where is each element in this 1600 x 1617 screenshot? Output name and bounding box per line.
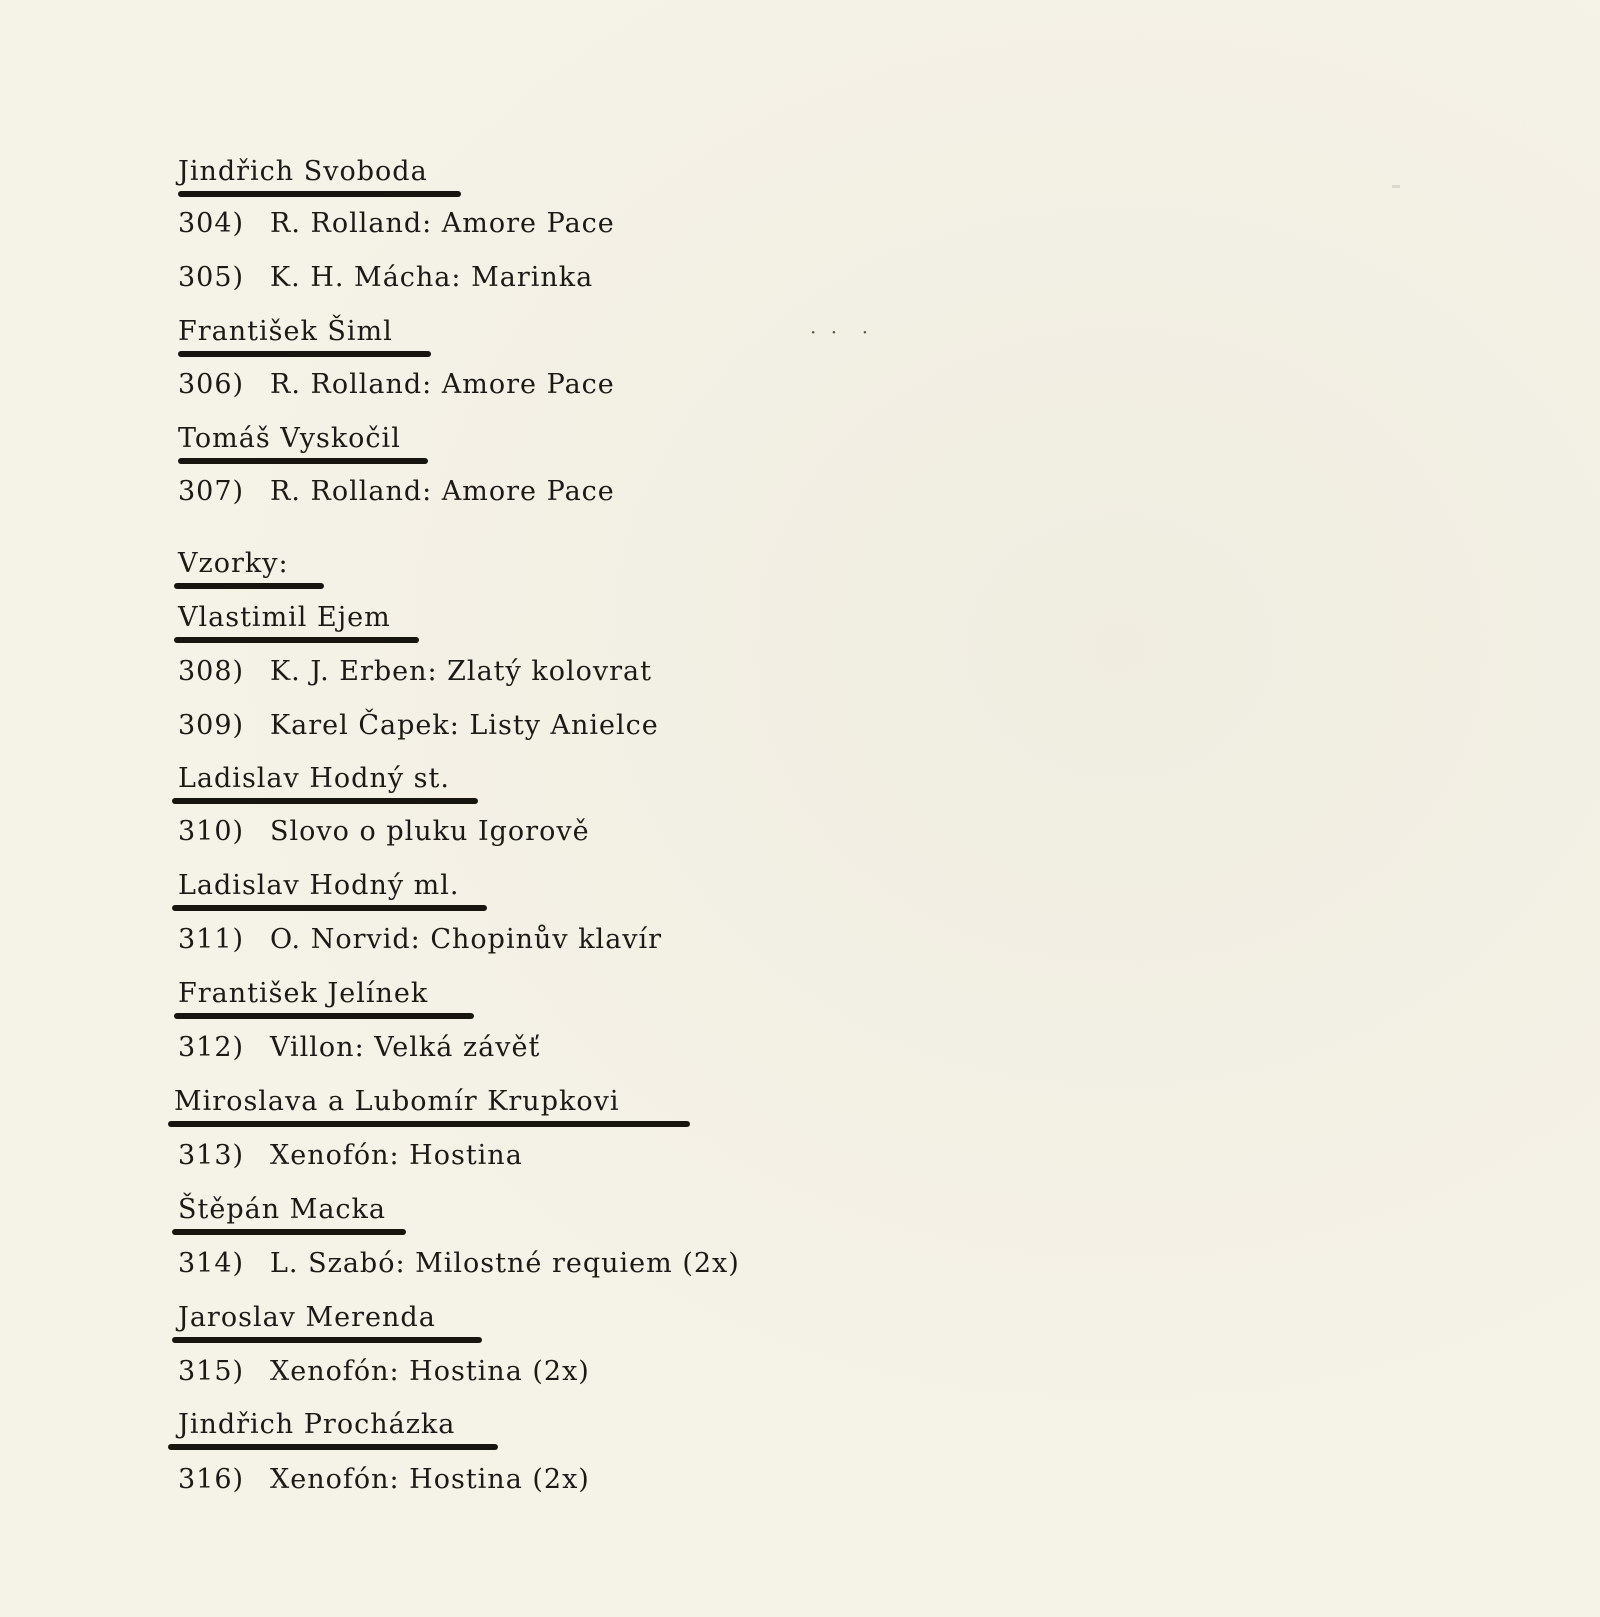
book-entry xyxy=(178,923,662,957)
book-entry xyxy=(178,475,615,509)
entry-title: Xenofón: Hostina (2x) xyxy=(270,1464,590,1495)
book-entry xyxy=(178,207,615,241)
heading-underline xyxy=(178,458,428,464)
entry-title: Karel Čapek: Listy Anielce xyxy=(270,710,659,741)
heading-underline xyxy=(178,191,461,197)
donor-heading: Štěpán Macka xyxy=(178,1194,387,1225)
section-heading-samples: Vzorky: xyxy=(178,548,289,579)
entry-number: 312) xyxy=(178,1032,245,1063)
donor-heading: Miroslava a Lubomír Krupkovi xyxy=(174,1086,620,1117)
book-entry xyxy=(178,1355,590,1389)
heading-underline xyxy=(172,1229,406,1235)
entry-number: 310) xyxy=(178,816,245,847)
entry-number: 305) xyxy=(178,262,245,293)
entry-title: K. J. Erben: Zlatý kolovrat xyxy=(270,656,652,687)
entry-number: 311) xyxy=(178,924,245,955)
entry-number: 309) xyxy=(178,710,245,741)
book-entry xyxy=(178,1031,540,1065)
heading-underline xyxy=(168,1121,690,1127)
heading-underline xyxy=(172,798,478,804)
book-entry xyxy=(178,655,652,689)
entry-title: R. Rolland: Amore Pace xyxy=(270,476,615,507)
donor-heading: Jindřich Procházka xyxy=(178,1409,456,1440)
reverse-side-bleedthrough xyxy=(840,130,1400,298)
entry-number: 307) xyxy=(178,476,245,507)
heading-underline xyxy=(174,1013,474,1019)
heading-underline xyxy=(174,637,419,643)
entry-number: 306) xyxy=(178,369,245,400)
book-entry xyxy=(178,1463,590,1497)
donor-heading: František Jelínek xyxy=(178,978,429,1009)
entry-title: Xenofón: Hostina (2x) xyxy=(270,1356,590,1387)
entry-title: Villon: Velká závěť xyxy=(270,1032,541,1063)
heading-underline xyxy=(172,905,487,911)
entry-title: L. Szabó: Milostné requiem (2x) xyxy=(270,1248,740,1279)
donor-heading: Jindřich Svoboda xyxy=(178,156,428,187)
entry-number: 314) xyxy=(178,1248,245,1279)
book-entry xyxy=(178,815,590,849)
donor-heading: Vlastimil Ejem xyxy=(178,602,391,633)
donor-heading: Jaroslav Merenda xyxy=(178,1302,436,1333)
heading-underline xyxy=(172,1337,482,1343)
book-entry xyxy=(178,261,593,295)
entry-title: O. Norvid: Chopinův klavír xyxy=(270,924,663,955)
entry-number: 304) xyxy=(178,208,245,239)
entry-number: 313) xyxy=(178,1140,245,1171)
donor-heading: František Šiml xyxy=(178,316,393,347)
entry-title: Slovo o pluku Igorově xyxy=(270,816,590,847)
entry-title: R. Rolland: Amore Pace xyxy=(270,369,615,400)
stray-marks: · · · xyxy=(810,320,873,344)
book-entry xyxy=(178,368,615,402)
book-entry xyxy=(178,1139,523,1173)
donor-heading: Ladislav Hodný st. xyxy=(178,763,450,794)
heading-underline xyxy=(174,583,324,589)
entry-title: K. H. Mácha: Marinka xyxy=(270,262,594,293)
book-entry xyxy=(178,709,659,743)
donor-heading: Ladislav Hodný ml. xyxy=(178,870,460,901)
entry-number: 315) xyxy=(178,1356,245,1387)
entry-title: Xenofón: Hostina xyxy=(270,1140,523,1171)
donor-heading: Tomáš Vyskočil xyxy=(178,423,401,454)
book-entry xyxy=(178,1247,740,1281)
entry-title: R. Rolland: Amore Pace xyxy=(270,208,615,239)
heading-underline xyxy=(168,1444,498,1450)
entry-number: 316) xyxy=(178,1464,245,1495)
entry-number: 308) xyxy=(178,656,245,687)
heading-underline xyxy=(178,351,431,357)
